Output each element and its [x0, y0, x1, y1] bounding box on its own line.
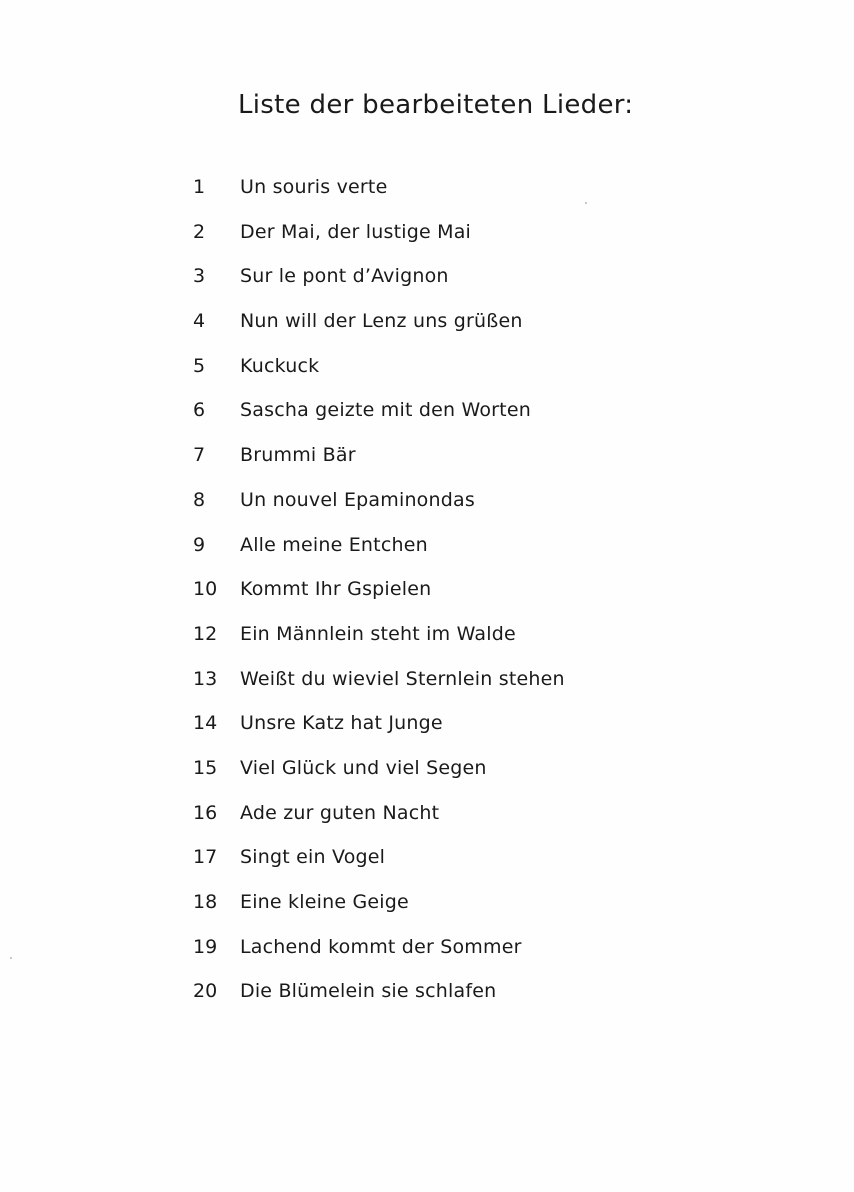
song-row [0, 217, 854, 262]
song-number: 15 [193, 756, 218, 779]
song-number: 12 [193, 622, 218, 645]
song-row [0, 887, 854, 932]
scan-speck [585, 202, 587, 204]
song-row [0, 530, 854, 575]
song-row [0, 172, 854, 217]
song-row [0, 753, 854, 798]
song-title: Lachend kommt der Sommer [240, 935, 522, 958]
song-row [0, 619, 854, 664]
song-title: Weißt du wieviel Sternlein stehen [240, 667, 565, 690]
song-title: Sur le pont d’Avignon [240, 265, 449, 288]
song-title: Ein Männlein steht im Walde [240, 622, 516, 645]
song-number: 14 [193, 712, 218, 735]
scan-speck [10, 957, 12, 959]
song-title: Un souris verte [240, 176, 388, 198]
song-row [0, 842, 854, 887]
song-number: 4 [193, 310, 206, 333]
song-row [0, 976, 854, 1021]
song-number: 2 [193, 220, 206, 243]
song-title: Un nouvel Epaminondas [240, 488, 475, 511]
song-row [0, 351, 854, 396]
song-title: Viel Glück und viel Segen [240, 756, 487, 779]
song-row [0, 261, 854, 306]
song-number: 8 [193, 488, 206, 511]
song-number: 7 [193, 444, 206, 467]
song-number: 20 [193, 980, 218, 1003]
song-title: Der Mai, der lustige Mai [240, 220, 472, 243]
song-row [0, 485, 854, 530]
song-number: 13 [193, 667, 218, 690]
song-row [0, 664, 854, 709]
song-title: Ade zur guten Nacht [240, 801, 440, 824]
song-number: 1 [193, 176, 206, 198]
song-row [0, 932, 854, 977]
page-title: Liste der bearbeiteten Lieder: [238, 90, 634, 120]
song-row [0, 440, 854, 485]
song-title: Die Blümelein sie schlafen [240, 980, 497, 1003]
song-title: Brummi Bär [240, 444, 356, 467]
song-number: 3 [193, 265, 206, 288]
song-title: Alle meine Entchen [240, 533, 428, 556]
song-number: 5 [193, 354, 206, 377]
song-title: Eine kleine Geige [240, 891, 409, 913]
song-title: Unsre Katz hat Junge [240, 712, 443, 735]
song-row [0, 306, 854, 351]
song-title: Nun will der Lenz uns grüßen [240, 310, 523, 333]
song-number: 10 [193, 578, 218, 601]
song-number: 9 [193, 533, 206, 556]
song-row [0, 395, 854, 440]
song-number: 19 [193, 935, 218, 958]
song-number: 16 [193, 801, 218, 824]
song-row [0, 574, 854, 619]
song-list [0, 172, 854, 1021]
song-title: Singt ein Vogel [240, 846, 386, 869]
song-number: 6 [193, 399, 206, 422]
song-number: 17 [193, 846, 218, 869]
song-number: 18 [193, 891, 218, 913]
song-row [0, 708, 854, 753]
song-title: Kommt Ihr Gspielen [240, 578, 432, 601]
song-title: Sascha geizte mit den Worten [240, 399, 531, 422]
song-title: Kuckuck [240, 354, 320, 377]
song-row [0, 798, 854, 843]
